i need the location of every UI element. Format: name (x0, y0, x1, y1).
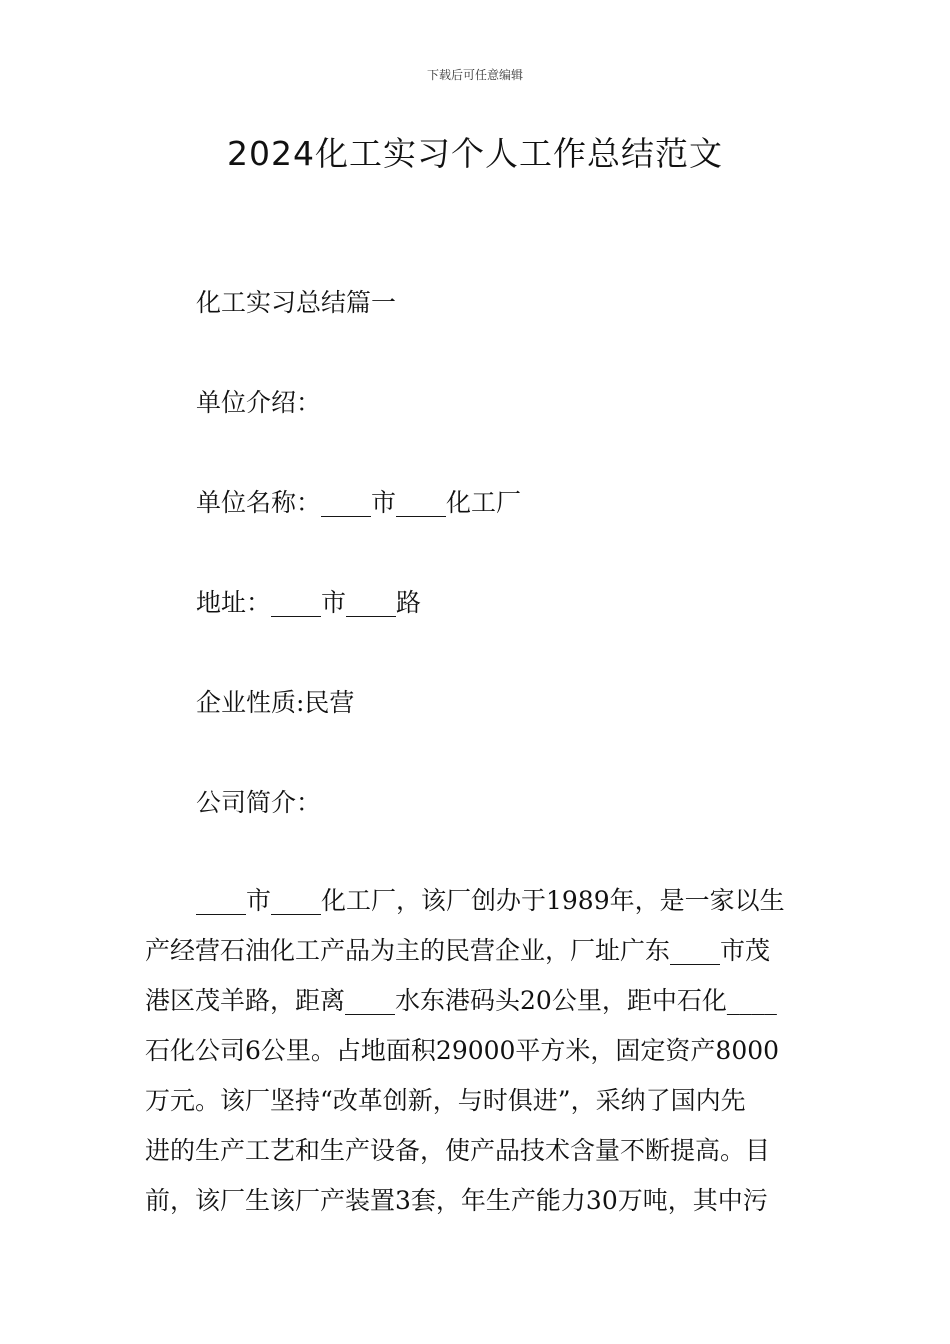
unit-name-line: 单位名称：____市____化工厂 (196, 488, 522, 517)
document-title: 2024化工实习个人工作总结范文 (227, 134, 723, 173)
address-line: 地址：____市____路 (196, 588, 422, 617)
paragraph-line: 前，该厂生该厂产装置3套，年生产能力30万吨，其中污 (145, 1186, 768, 1215)
section-heading: 化工实习总结篇一 (196, 288, 397, 317)
paragraph-line: 石化公司6公里。占地面积29000平方米，固定资产8000 (145, 1036, 780, 1065)
paragraph-line: 港区茂羊路，距离____水东港码头20公里，距中石化____ (145, 986, 777, 1015)
paragraph-line: 万元。该厂坚持“改革创新，与时俱进”，采纳了国内先 (145, 1086, 746, 1115)
company-intro-label: 公司简介： (196, 788, 322, 817)
unit-intro-label: 单位介绍： (196, 388, 322, 417)
enterprise-nature-line: 企业性质:民营 (196, 688, 355, 717)
paragraph-line: ____市____化工厂，该厂创办于1989年，是一家以生 (196, 886, 785, 915)
paragraph-line: 进的生产工艺和生产设备，使产品技术含量不断提高。目 (145, 1136, 771, 1165)
header-note: 下载后可任意编辑 (426, 68, 523, 82)
company-intro-paragraph (145, 876, 807, 1226)
paragraph-line: 产经营石油化工产品为主的民营企业，厂址广东____市茂 (145, 936, 771, 965)
